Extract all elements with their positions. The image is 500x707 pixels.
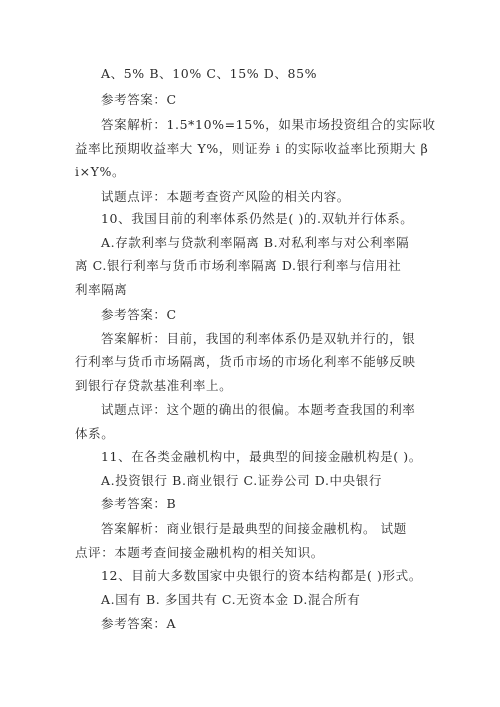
q10-analysis-line-3: 到银行存贷款基准利率上。 xyxy=(75,378,233,393)
q10-analysis-line-2: 行利率与货币市场隔离，货币市场的市场化利率不能够反映 xyxy=(75,354,416,369)
q9-comment: 试题点评：本题考查资产风险的相关内容。 xyxy=(101,189,350,204)
q10-options-line-3: 利率隔离 xyxy=(75,282,128,297)
q11-comment: 点评：本题考查间接金融机构的相关知识。 xyxy=(75,545,324,560)
q10-options-line-2: 离 C.银行利率与货币市场利率隔离 D.银行利率与信用社 xyxy=(75,258,402,273)
q12-question: 12、目前大多数国家中央银行的资本结构都是( )形式。 xyxy=(101,568,422,583)
q10-comment-line-1: 试题点评：这个题的确出的很偏。本题考查我国的利率 xyxy=(101,402,416,417)
q9-options: A、5% B、10% C、15% D、85% xyxy=(101,66,318,81)
q11-question: 11、在各类金融机构中，最典型的间接金融机构是( )。 xyxy=(101,449,422,464)
q11-analysis-line-1: 答案解析：商业银行是最典型的间接金融机构。 试题 xyxy=(101,521,407,536)
q9-analysis-line-3: i×Y%。 xyxy=(75,164,126,179)
q9-answer: 参考答案：C xyxy=(101,92,177,107)
q12-answer: 参考答案：A xyxy=(101,616,177,631)
q9-analysis-line-2: 益率比预期收益率大 Y%，则证券 i 的实际收益率比预期大 β xyxy=(75,141,429,156)
q10-comment-line-2: 体系。 xyxy=(75,426,115,441)
q10-answer: 参考答案：C xyxy=(101,307,177,322)
q12-options: A.国有 B. 多国共有 C.无资本金 D.混合所有 xyxy=(101,592,361,607)
q9-analysis-line-1: 答案解析：1.5*10%=15%，如果市场投资组合的实际收 xyxy=(101,117,436,132)
q10-options-line-1: A.存款利率与贷款利率隔离 B.对私利率与对公利率隔 xyxy=(101,235,410,250)
q11-options: A.投资银行 B.商业银行 C.证券公司 D.中央银行 xyxy=(101,473,382,488)
q10-analysis-line-1: 答案解析：目前，我国的利率体系仍是双轨并行的，银 xyxy=(101,331,416,346)
q10-question: 10、我国目前的利率体系仍然是( )的.双轨并行体系。 xyxy=(101,211,414,226)
q11-answer: 参考答案：B xyxy=(101,496,177,511)
